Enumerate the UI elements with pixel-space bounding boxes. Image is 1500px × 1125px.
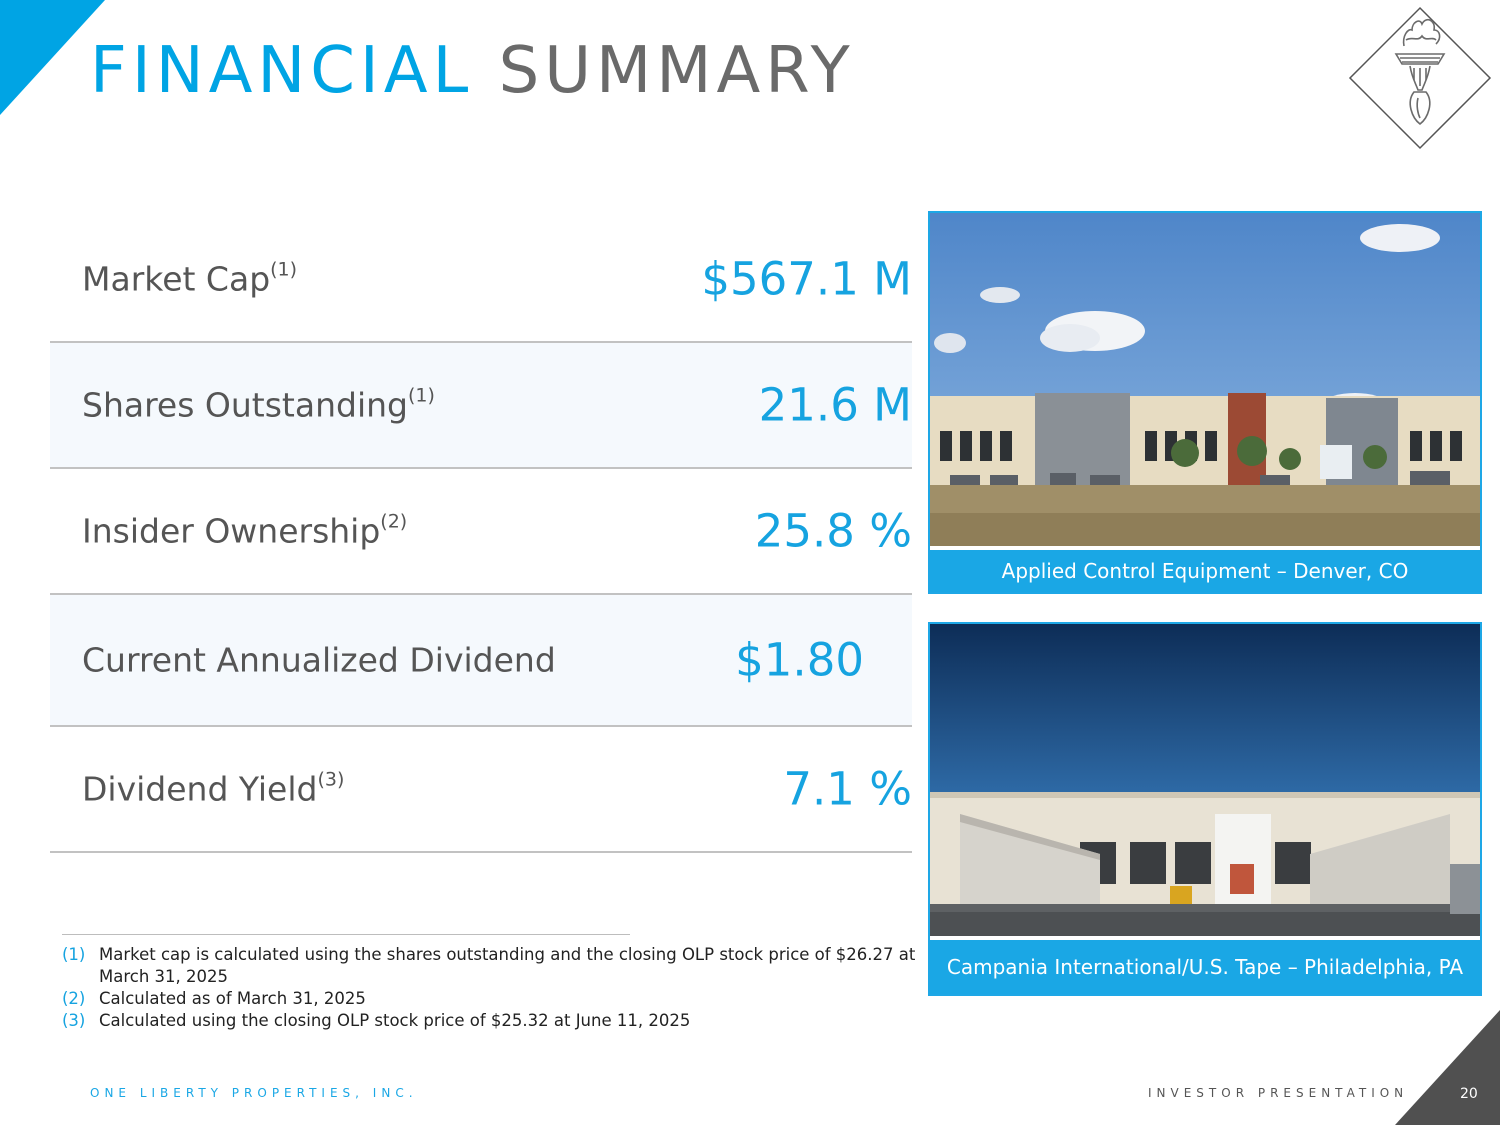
metric-row-market-cap [50, 217, 912, 343]
metric-row-dividend-yield [50, 727, 912, 853]
footnote-number: (1) [62, 945, 86, 964]
photo-caption: Campania International/U.S. Tape – Philadelphia, PA [930, 940, 1480, 994]
page-title [90, 36, 855, 106]
metric-label: Current Annualized Dividend [82, 640, 556, 680]
title-accent-word: FINANCIAL [90, 34, 474, 108]
corner-accent-bottom-right [1395, 1010, 1500, 1125]
metric-row-annualized-dividend [50, 595, 912, 727]
metric-value: $1.80 [735, 633, 864, 687]
metric-footnote-ref: (2) [380, 510, 408, 533]
footer-company-name: ONE LIBERTY PROPERTIES, INC. [90, 1086, 418, 1100]
page-number: 20 [1460, 1086, 1478, 1102]
footer-document-title: INVESTOR PRESENTATION [1148, 1086, 1409, 1100]
metric-label: Market Cap$^{(1)}$ [82, 258, 298, 299]
property-photo-card-denver [928, 211, 1482, 594]
metric-footnote-ref: (1) [408, 384, 435, 407]
metrics-table [50, 217, 912, 853]
footnote-1 [62, 944, 932, 988]
property-photo [930, 213, 1480, 550]
liberty-torch-logo [1348, 6, 1492, 150]
metric-value: 7.1 % [783, 762, 912, 816]
footnotes [62, 934, 932, 1032]
metric-value: 25.8 % [754, 504, 912, 558]
metric-label: Dividend Yield$^{(3)}$ [82, 768, 345, 809]
metric-label: Insider Ownership$^{(2)}$ [82, 510, 408, 551]
metric-label: Shares Outstanding$^{(1)}$ [82, 384, 435, 425]
footnote-number: (3) [62, 1011, 86, 1030]
footnote-number: (2) [62, 989, 86, 1008]
photo-caption: Applied Control Equipment – Denver, CO [930, 550, 1480, 592]
metric-row-insider-ownership [50, 469, 912, 595]
metric-row-shares-outstanding [50, 343, 912, 469]
metric-footnote-ref: (1) [270, 258, 298, 281]
metric-footnote-ref: (3) [317, 768, 345, 791]
footnote-text: Calculated as of March 31, 2025 [99, 989, 366, 1008]
property-photo-card-philadelphia [928, 622, 1482, 996]
metric-value: 21.6 M [758, 378, 912, 432]
footnote-divider [62, 934, 630, 935]
title-rest-word: SUMMARY [498, 34, 855, 108]
footnote-text: Calculated using the closing OLP stock price of $25.32 at June 11, 2025 [99, 1011, 691, 1030]
property-photo [930, 624, 1480, 940]
footnote-text: Market cap is calculated using the shares outstanding and the closing OLP stock price of $26.27 at March 31, 2025 [99, 945, 916, 986]
footnote-3 [62, 1010, 932, 1032]
metric-value: $567.1 M [701, 252, 912, 306]
footnote-2 [62, 988, 932, 1010]
